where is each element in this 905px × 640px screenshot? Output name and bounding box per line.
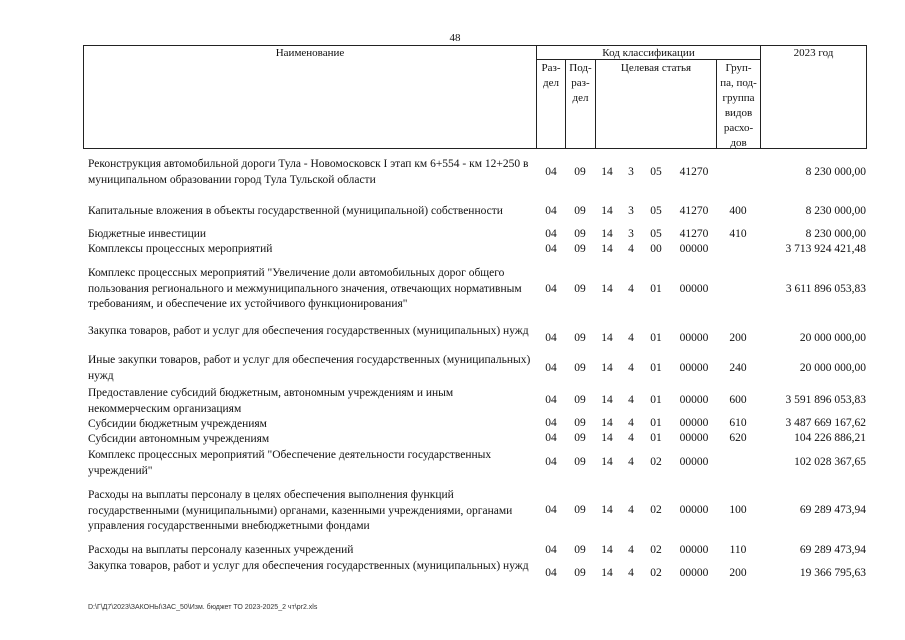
header-podrazdel: Под- раз- дел xyxy=(569,62,592,104)
row-code-razdel: 04 xyxy=(545,166,557,178)
row-code-c1: 14 xyxy=(601,205,613,217)
row-code-c3: 01 xyxy=(650,417,662,429)
row-name: Закупка товаров, работ и услуг для обеспечения государственных (муниципальных) нужд xyxy=(88,325,529,337)
row-code-c2: 4 xyxy=(628,504,634,516)
row-code-c1: 14 xyxy=(601,362,613,374)
row-amount: 19 366 795,63 xyxy=(799,567,866,579)
row-code-c4: 00000 xyxy=(679,456,709,468)
row-code-vid: 100 xyxy=(729,504,747,516)
row-code-c4: 00000 xyxy=(679,567,709,579)
row-code-vid: 240 xyxy=(729,362,747,374)
row-amount: 20 000 000,00 xyxy=(799,362,866,374)
row-code-c1: 14 xyxy=(601,394,613,406)
row-code-c2: 4 xyxy=(628,332,634,344)
header-vline-right xyxy=(866,45,867,149)
row-code-podrazdel: 09 xyxy=(574,205,586,217)
row-code-c4: 00000 xyxy=(679,544,709,556)
row-code-podrazdel: 09 xyxy=(574,332,586,344)
row-code-c3: 01 xyxy=(650,432,662,444)
row-code-podrazdel: 09 xyxy=(574,432,586,444)
row-code-c4: 41270 xyxy=(679,228,709,240)
row-amount: 69 289 473,94 xyxy=(799,544,866,556)
row-name: Реконструкция автомобильной дороги Тула - Новомосковск I этап км 6+554 - км 12+250 в муниципальном образовании город Тула Тульской области xyxy=(88,158,529,186)
row-code-c1: 14 xyxy=(601,544,613,556)
row-name: Расходы на выплаты персоналу казенных учреждений xyxy=(88,544,354,556)
row-code-c4: 00000 xyxy=(679,332,709,344)
row-code-razdel: 04 xyxy=(545,283,557,295)
row-code-vid: 600 xyxy=(729,394,747,406)
row-code-c4: 00000 xyxy=(679,504,709,516)
row-code-c3: 05 xyxy=(650,166,662,178)
header-name: Наименование xyxy=(275,47,345,59)
row-code-c2: 4 xyxy=(628,432,634,444)
row-code-c2: 4 xyxy=(628,283,634,295)
row-code-podrazdel: 09 xyxy=(574,417,586,429)
row-code-c3: 05 xyxy=(650,228,662,240)
row-code-c1: 14 xyxy=(601,456,613,468)
row-code-razdel: 04 xyxy=(545,332,557,344)
row-code-c2: 4 xyxy=(628,567,634,579)
row-code-vid: 400 xyxy=(729,205,747,217)
row-code-podrazdel: 09 xyxy=(574,544,586,556)
row-code-vid: 610 xyxy=(729,417,747,429)
row-name: Предоставление субсидий бюджетным, автономным учреждениям и иным некоммерческим организациям xyxy=(88,387,454,415)
header-group: Груп- па, под- группа видов расхо- дов xyxy=(720,62,757,149)
row-code-razdel: 04 xyxy=(545,417,557,429)
row-code-c2: 3 xyxy=(628,228,634,240)
row-name: Субсидии автономным учреждениям xyxy=(88,433,270,445)
row-code-podrazdel: 09 xyxy=(574,166,586,178)
row-code-c2: 3 xyxy=(628,205,634,217)
row-code-c3: 02 xyxy=(650,456,662,468)
row-code-c2: 4 xyxy=(628,417,634,429)
row-code-razdel: 04 xyxy=(545,567,557,579)
row-code-razdel: 04 xyxy=(545,456,557,468)
row-amount: 3 591 896 053,83 xyxy=(785,394,866,406)
row-code-c4: 00000 xyxy=(679,283,709,295)
row-code-c1: 14 xyxy=(601,504,613,516)
row-code-c2: 4 xyxy=(628,544,634,556)
row-name: Комплексы процессных мероприятий xyxy=(88,243,273,255)
row-code-razdel: 04 xyxy=(545,362,557,374)
row-code-c3: 02 xyxy=(650,544,662,556)
header-code-group: Код классификации xyxy=(602,47,695,59)
row-code-c4: 00000 xyxy=(679,362,709,374)
row-code-c3: 01 xyxy=(650,283,662,295)
row-code-podrazdel: 09 xyxy=(574,362,586,374)
row-name: Иные закупки товаров, работ и услуг для обеспечения государственных (муниципальных) нужд xyxy=(88,354,531,382)
row-code-c1: 14 xyxy=(601,417,613,429)
row-code-podrazdel: 09 xyxy=(574,394,586,406)
row-code-c2: 4 xyxy=(628,394,634,406)
row-code-podrazdel: 09 xyxy=(574,228,586,240)
row-code-c1: 14 xyxy=(601,283,613,295)
row-code-razdel: 04 xyxy=(545,544,557,556)
row-code-vid: 200 xyxy=(729,567,747,579)
row-name: Бюджетные инвестиции xyxy=(88,228,207,240)
row-code-c3: 01 xyxy=(650,394,662,406)
row-code-vid: 410 xyxy=(729,228,747,240)
row-code-vid: 620 xyxy=(729,432,747,444)
row-code-c3: 00 xyxy=(650,243,662,255)
row-name: Комплекс процессных мероприятий "Обеспечение деятельности государственных учреждений" xyxy=(88,449,492,477)
row-code-razdel: 04 xyxy=(545,394,557,406)
row-code-c2: 4 xyxy=(628,243,634,255)
row-code-c3: 02 xyxy=(650,567,662,579)
row-code-c1: 14 xyxy=(601,243,613,255)
row-code-c4: 00000 xyxy=(679,243,709,255)
header-target: Целевая статья xyxy=(620,62,692,74)
footer-file-path: D:\Г\Д7\2023\ЗАКОНЫ\ЗАС_50\Изм. бюджет ТО 2023-2025_2 чт\pr2.xls xyxy=(88,604,318,611)
page-number: 48 xyxy=(449,32,461,44)
row-code-razdel: 04 xyxy=(545,432,557,444)
row-code-c1: 14 xyxy=(601,332,613,344)
row-amount: 3 487 669 167,62 xyxy=(785,417,866,429)
row-code-c3: 02 xyxy=(650,504,662,516)
row-code-c3: 01 xyxy=(650,362,662,374)
header-razdel: Раз- дел xyxy=(541,62,561,89)
row-code-podrazdel: 09 xyxy=(574,567,586,579)
row-amount: 8 230 000,00 xyxy=(805,166,866,178)
row-code-c1: 14 xyxy=(601,228,613,240)
row-code-podrazdel: 09 xyxy=(574,456,586,468)
row-code-c4: 00000 xyxy=(679,417,709,429)
row-code-c3: 01 xyxy=(650,332,662,344)
row-code-razdel: 04 xyxy=(545,504,557,516)
row-code-razdel: 04 xyxy=(545,205,557,217)
row-code-c4: 41270 xyxy=(679,205,709,217)
header-year: 2023 год xyxy=(793,47,834,59)
row-code-vid: 110 xyxy=(729,544,747,556)
row-name: Закупка товаров, работ и услуг для обеспечения государственных (муниципальных) нужд xyxy=(88,560,529,572)
row-code-c4: 00000 xyxy=(679,394,709,406)
row-code-c2: 4 xyxy=(628,362,634,374)
row-code-razdel: 04 xyxy=(545,243,557,255)
row-amount: 20 000 000,00 xyxy=(799,332,866,344)
row-code-c1: 14 xyxy=(601,166,613,178)
row-amount: 102 028 367,65 xyxy=(794,456,866,468)
row-code-c3: 05 xyxy=(650,205,662,217)
row-amount: 8 230 000,00 xyxy=(805,205,866,217)
row-code-razdel: 04 xyxy=(545,228,557,240)
row-code-c4: 00000 xyxy=(679,432,709,444)
row-code-c2: 4 xyxy=(628,456,634,468)
row-code-c1: 14 xyxy=(601,567,613,579)
row-name: Комплекс процессных мероприятий "Увеличение доли автомобильных дорог общего пользования регионального и межмуниципального значения, отвечающих нормативным требованиям, и обеспечение их устойчивого функционирования" xyxy=(88,267,522,310)
row-code-podrazdel: 09 xyxy=(574,283,586,295)
row-code-c2: 3 xyxy=(628,166,634,178)
row-code-c1: 14 xyxy=(601,432,613,444)
row-amount: 3 713 924 421,48 xyxy=(785,243,866,255)
row-name: Субсидии бюджетным учреждениям xyxy=(88,418,267,430)
row-name: Капитальные вложения в объекты государственной (муниципальной) собственности xyxy=(88,205,503,217)
row-amount: 8 230 000,00 xyxy=(805,228,866,240)
row-amount: 104 226 886,21 xyxy=(794,432,866,444)
row-name: Расходы на выплаты персоналу в целях обеспечения выполнения функций государственными (муниципальными) органами, казенными учреждениями, органами управления государственными внебюджетными фондами xyxy=(88,489,513,532)
row-code-c4: 41270 xyxy=(679,166,709,178)
row-amount: 3 611 896 053,83 xyxy=(785,283,866,295)
row-code-podrazdel: 09 xyxy=(574,504,586,516)
row-code-podrazdel: 09 xyxy=(574,243,586,255)
row-code-vid: 200 xyxy=(729,332,747,344)
row-amount: 69 289 473,94 xyxy=(799,504,866,516)
